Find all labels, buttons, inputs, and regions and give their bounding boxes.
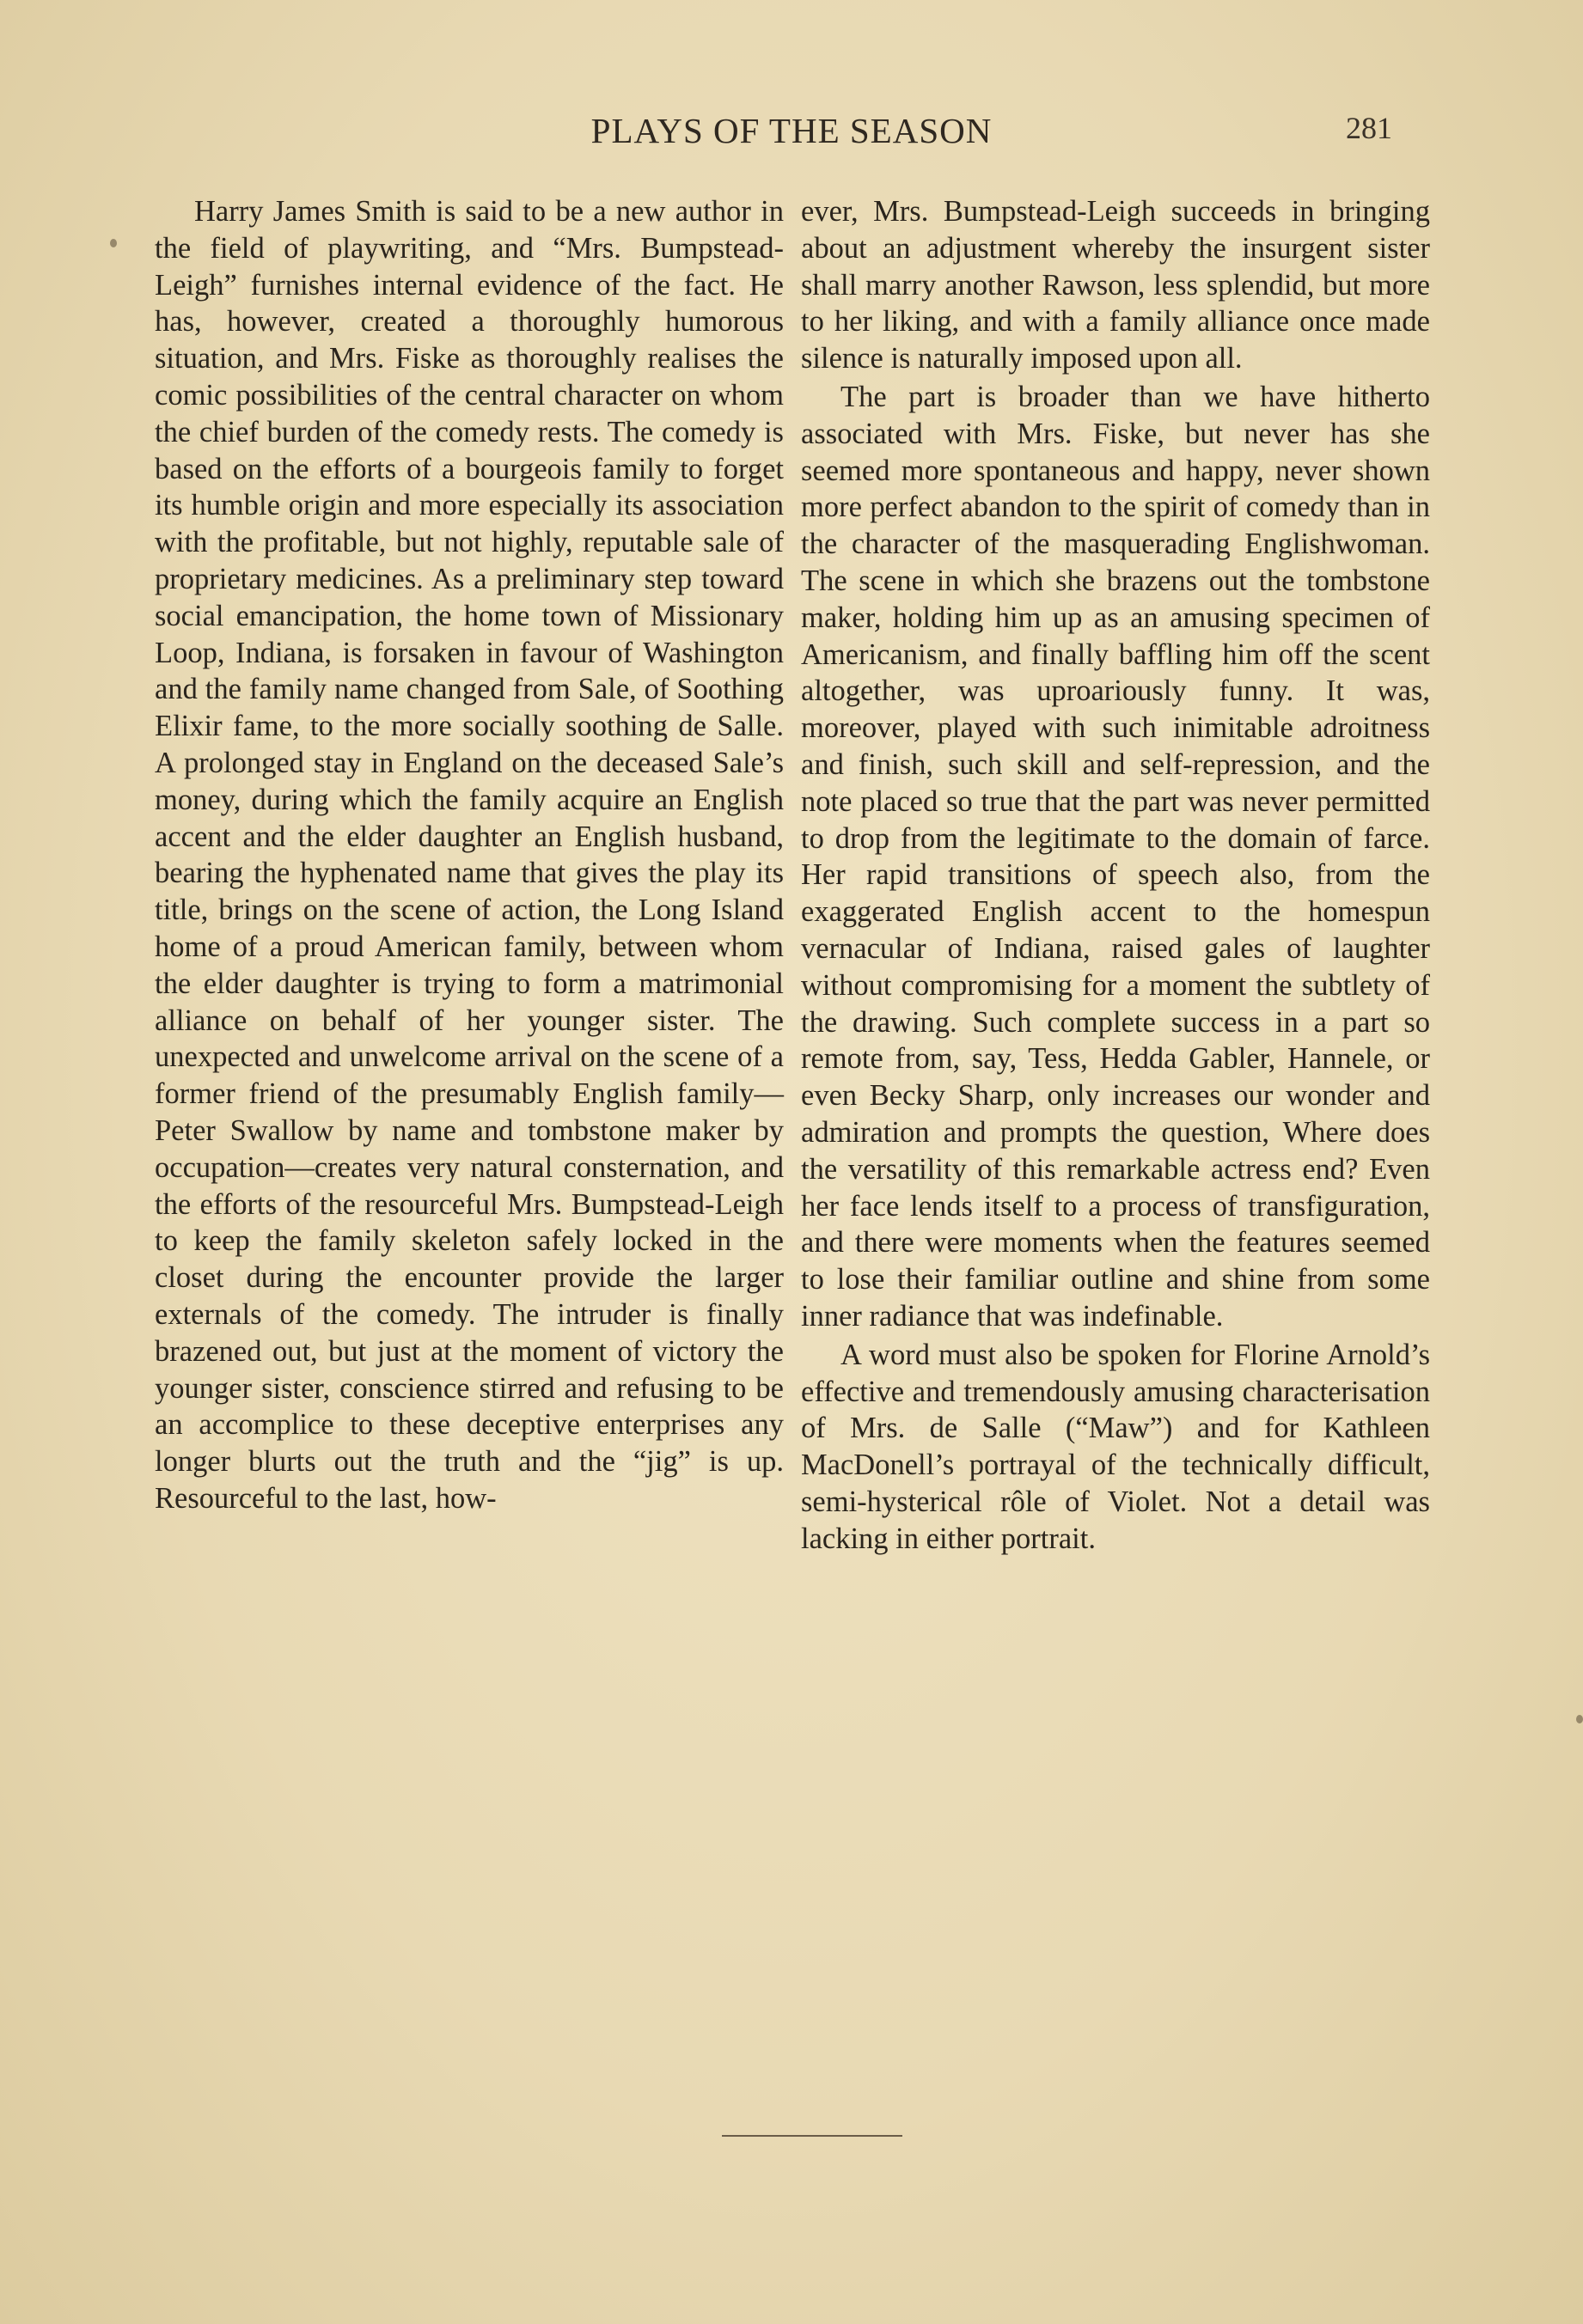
body-paragraph: The part is broader than we have hitherto associated with Mrs. Fiske, but never has she seemed more spontaneous and happy, never shown more perfect abandon to the spirit of comedy than in the character of the masquerading Englishwoman. The scene in which she brazens out the tombstone maker, holding him up as an amusing specimen of Americanism, and finally baffling him off the scent altogether, was uproariously funny. It was, moreover, played with such inimitable adroitness and finish, such skill and self-repression, and the note placed so true that the part was never permitted to drop from the legitimate to the domain of farce. Her rapid transitions of speech also, from the exaggerated English accent to the homespun vernacular of Indiana, raised gales of laughter without compromising for a moment the subtlety of the drawing. Such complete success in a part so remote from, say, Tess, Hedda Gabler, Hannele, or even Becky Sharp, only increases our wonder and admiration and prompts the question, Where does the versatility of this remarkable actress end? Even her face lends itself to a process of transfiguration, and there were moments when the features seemed to lose their familiar outline and shine from some inner radiance that was indefinable.: [801, 380, 1430, 1333]
end-rule-divider: [722, 2135, 902, 2137]
body-paragraph: A word must also be spoken for Florine Arnold’s effective and tremendously amusing characterisation of Mrs. de Salle (“Maw”) and for Kathleen MacDonell’s portrayal of the technically difficult, semi-hysterical rôle of Violet. Not a detail was lacking in either portrait.: [801, 1338, 1430, 1555]
page-number: 281: [1346, 111, 1392, 145]
ink-speck: [110, 239, 117, 247]
running-header-title: PLAYS OF THE SEASON: [590, 111, 993, 150]
left-column: [155, 193, 784, 1517]
body-paragraph: ever, Mrs. Bumpstead-Leigh succeeds in bringing about an adjustment whereby the insurgent sister shall marry another Rawson, less splendid, but more to her liking, and with a family alliance once made silence is naturally imposed upon all.: [801, 195, 1430, 375]
right-column: [801, 193, 1430, 1557]
body-paragraph: Harry James Smith is said to be a new author in the field of playwriting, and “Mrs. Bumpstead-Leigh” furnishes internal evidence of the fact. He has, however, created a thoroughly humorous situation, and Mrs. Fiske as thoroughly realises the comic possibilities of the central character on whom the chief burden of the comedy rests. The comedy is based on the efforts of a bourgeois family to forget its humble origin and more especially its association with the profitable, but not highly, reputable sale of proprietary medicines. As a preliminary step toward social emancipation, the home town of Missionary Loop, Indiana, is forsaken in favour of Washington and the family name changed from Sale, of Soothing Elixir fame, to the more socially soothing de Salle. A prolonged stay in England on the deceased Sale’s money, during which the family acquire an English accent and the elder daughter an English husband, bearing the hyphenated name that gives the play its title, brings on the scene of action, the Long Island home of a proud American family, between whom the elder daughter is trying to form a matrimonial alliance on behalf of her younger sister. The unexpected and unwelcome arrival on the scene of a former friend of the presumably English family—Peter Swallow by name and tombstone maker by occupation—creates very natural consternation, and the efforts of the resourceful Mrs. Bumpstead-Leigh to keep the family skeleton safely locked in the closet during the encounter provide the larger externals of the comedy. The intruder is finally brazened out, but just at the moment of victory the younger sister, conscience stirred and refusing to be an accomplice to these deceptive enterprises any longer blurts out the truth and the “jig” is up. Resourceful to the last, how-: [155, 195, 784, 1515]
ink-speck: [1576, 1715, 1583, 1723]
